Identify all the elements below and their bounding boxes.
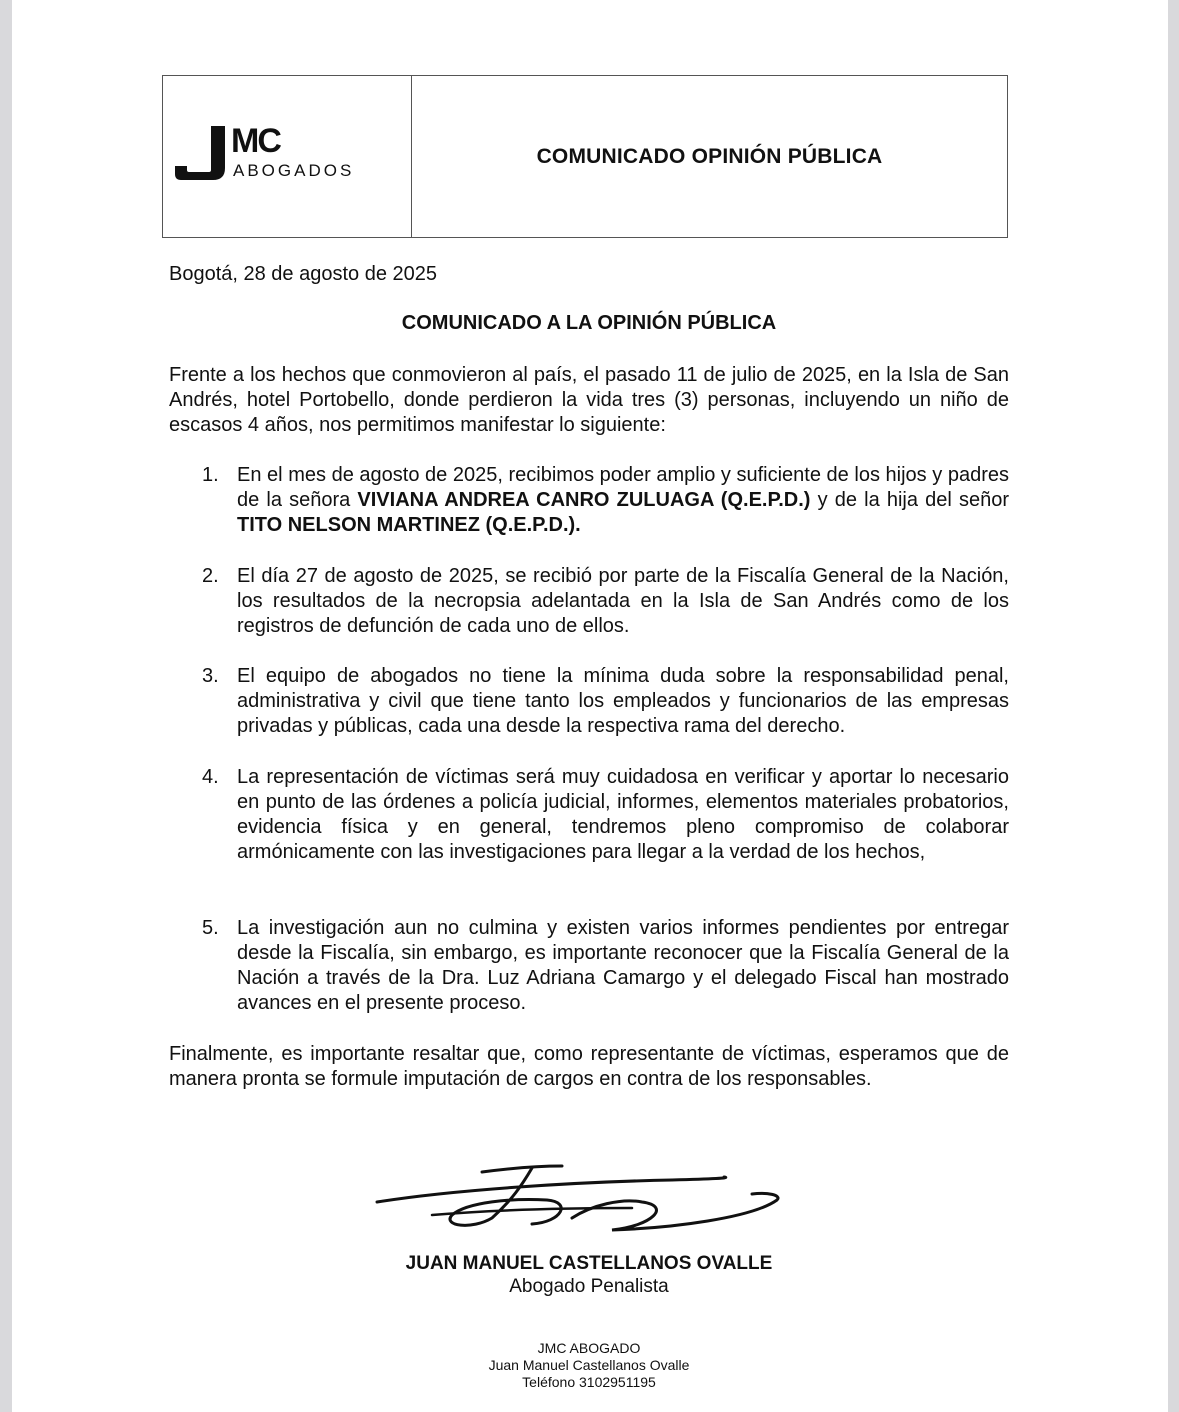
footer-phone: Teléfono 3102951195 xyxy=(522,1374,656,1390)
list-item-number: 4. xyxy=(202,766,219,788)
list-item xyxy=(202,564,1009,639)
header-title: COMUNICADO OPINIÓN PÚBLICA xyxy=(536,144,883,168)
logo-mark-text: MC xyxy=(231,122,280,160)
signature-image xyxy=(372,1160,792,1235)
footer-name: Juan Manuel Castellanos Ovalle xyxy=(488,1357,690,1373)
list-item xyxy=(202,664,1009,739)
list-item-body xyxy=(237,463,1009,538)
list-item-number: 5. xyxy=(202,917,219,939)
header-table xyxy=(162,75,1008,238)
list-item-body: La investigación aun no culmina y existen varios informes pendientes por entregar desde la Fiscalía, sin embargo, es importante reconocer que la Fiscalía General de la Nación a través de la Dra. Luz Adriana Camargo y el delegado Fiscal han mostrado avances en el presente proceso. xyxy=(237,917,1009,1014)
list-item-number: 3. xyxy=(202,665,219,687)
date-line: Bogotá, 28 de agosto de 2025 xyxy=(169,263,438,285)
logo-subtitle: ABOGADOS xyxy=(233,161,355,180)
list-item-body: La representación de víctimas será muy cuidadosa en verificar y aportar lo necesario en punto de las órdenes a policía judicial, informes, elementos materiales probatorios, evidencia física y en general, tendremos pleno compromiso de colaborar armónicamente con las investigaciones para llegar a la verdad de los hechos, xyxy=(237,766,1009,863)
list-item-text: En el mes de agosto de 2025, recibimos poder amplio y suficiente de los hijos y padres de la señora xyxy=(237,464,1009,511)
list-item xyxy=(202,916,1009,1016)
list-item-body: El día 27 de agosto de 2025, se recibió por parte de la Fiscalía General de la Nación, los resultados de la necropsia adelantada en la Isla de San Andrés como de los registros de defunción de cada uno de ellos. xyxy=(237,565,1009,637)
list-item-bold-name: TITO NELSON MARTINEZ (Q.E.P.D.). xyxy=(237,514,581,536)
intro-paragraph: Frente a los hechos que conmovieron al país, el pasado 11 de julio de 2025, en la Isla de San Andrés, hotel Portobello, donde perdieron la vida tres (3) personas, incluyendo un niño de escasos 4 años, nos permitimos manifestar lo siguiente: xyxy=(169,364,1009,436)
list-item-number: 1. xyxy=(202,464,219,486)
jmc-logo-j-mark xyxy=(173,122,233,184)
list-item xyxy=(202,463,1009,538)
closing-paragraph: Finalmente, es importante resaltar que, como representante de víctimas, esperamos que de manera pronta se formule imputación de cargos en contra de los responsables. xyxy=(169,1043,1009,1090)
list-item-bold-name: VIVIANA ANDREA CANRO ZULUAGA (Q.E.P.D.) xyxy=(357,489,811,511)
list-item-number: 2. xyxy=(202,565,219,587)
logo-cell xyxy=(163,76,412,237)
list-item xyxy=(202,765,1009,865)
signer-role: Abogado Penalista xyxy=(509,1276,669,1297)
list-item-text: y de la hija del señor xyxy=(810,489,1009,511)
list-item-body: El equipo de abogados no tiene la mínima duda sobre la responsabilidad penal, administrativa y civil que tiene tanto los empleados y funcionarios de las empresas privadas y públicas, cada una desde la respectiva rama del derecho. xyxy=(237,665,1009,737)
document-title: COMUNICADO A LA OPINIÓN PÚBLICA xyxy=(401,312,777,334)
document-page xyxy=(12,0,1168,1412)
footer-company: JMC ABOGADO xyxy=(537,1340,641,1356)
signer-name: JUAN MANUEL CASTELLANOS OVALLE xyxy=(405,1253,773,1274)
